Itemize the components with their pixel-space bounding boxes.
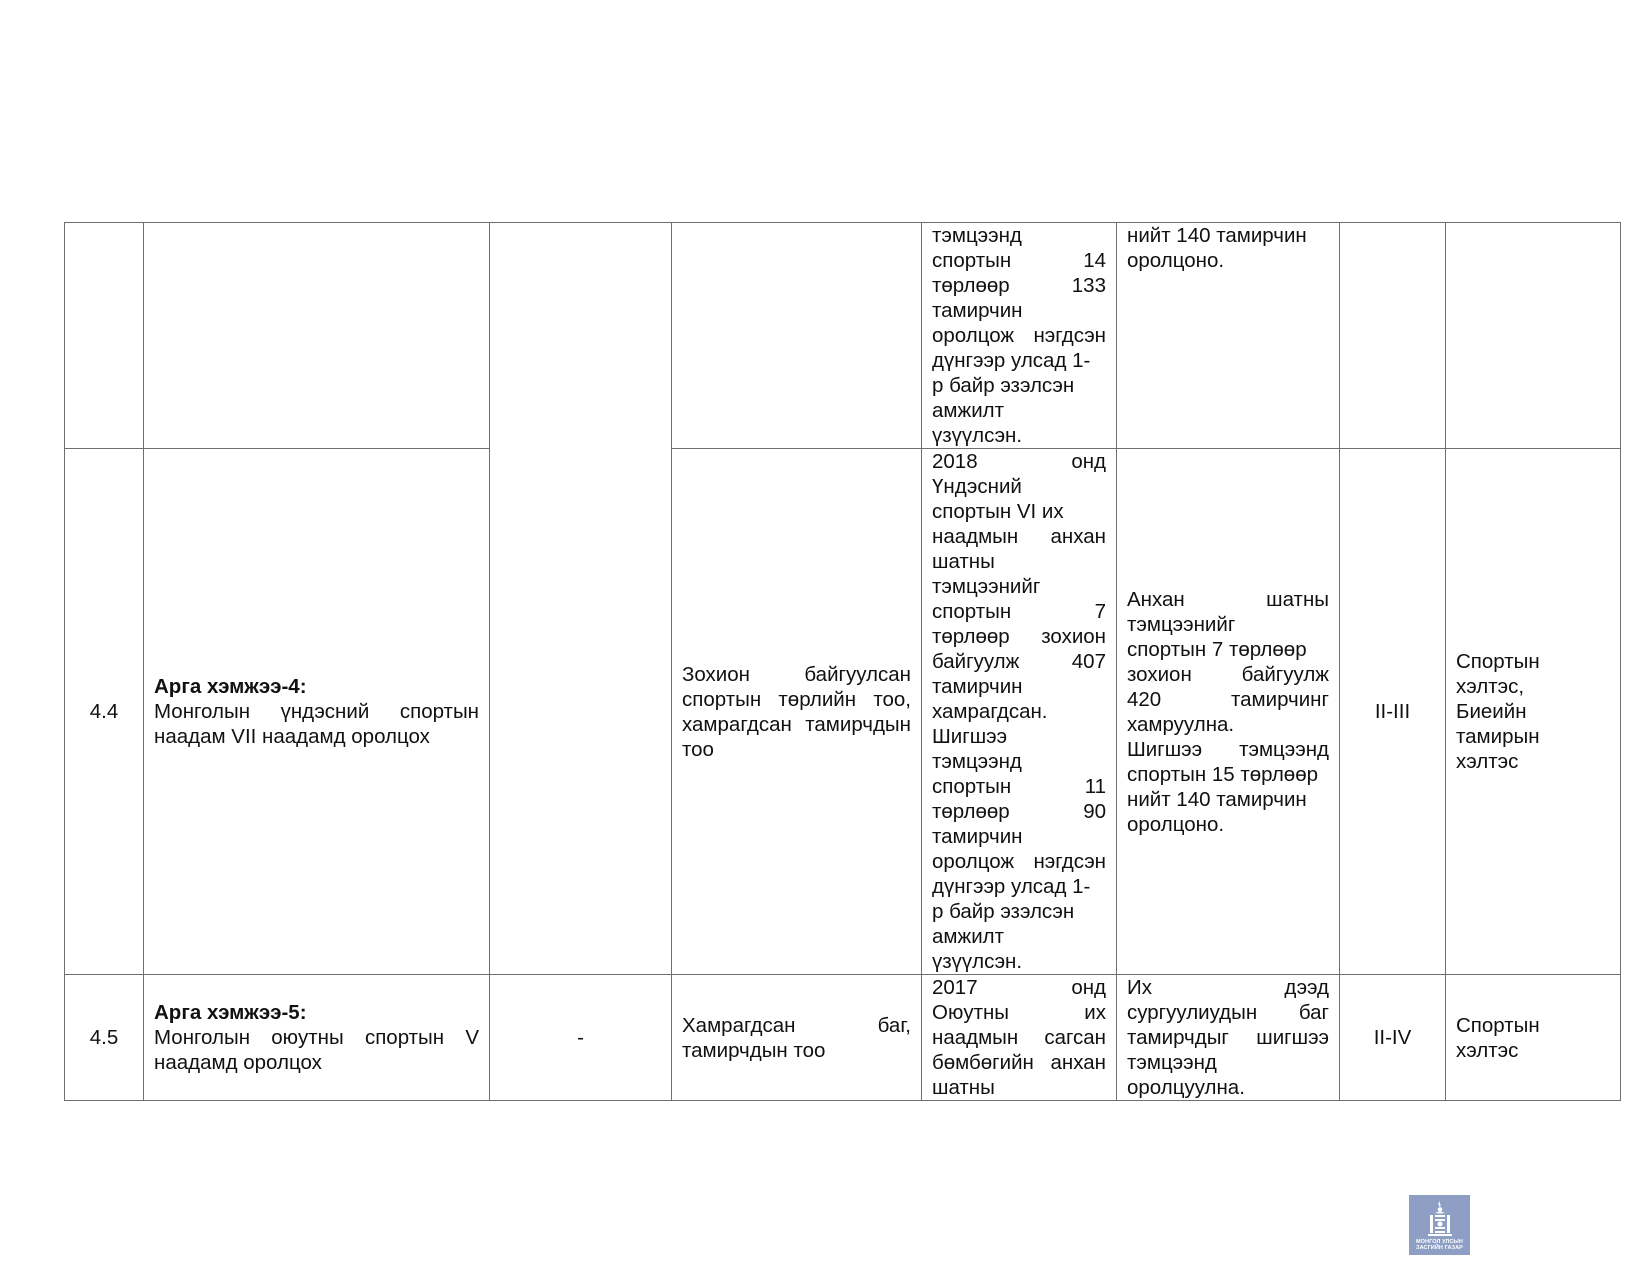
- text-line: спортын VI их: [932, 500, 1064, 523]
- responsible-cell: [1446, 975, 1621, 1101]
- text-line: [932, 799, 1106, 824]
- text-line: тэмцээнд: [932, 750, 1022, 773]
- text-line: Үндэсний: [932, 475, 1022, 498]
- text-line: тэмцээнийг: [932, 575, 1041, 598]
- text-line: Спортын: [1456, 1013, 1540, 1037]
- text-line: тэмцээнийг: [1127, 612, 1236, 636]
- text-line: Биеийн: [1456, 700, 1527, 723]
- text-line: амжилт: [932, 925, 1005, 948]
- cell-target: [1117, 223, 1340, 449]
- target-cell: [1117, 975, 1340, 1101]
- row-number: 4.5: [65, 975, 144, 1101]
- word: спортын: [932, 249, 1012, 272]
- word: анхан: [1050, 1051, 1106, 1074]
- emblem-caption-line-1: МОНГОЛ УЛСЫН: [1415, 1239, 1463, 1245]
- word: Оюутны: [932, 1001, 1010, 1024]
- word: бөмбөгийн: [932, 1051, 1034, 1074]
- word: шигшээ: [1256, 1026, 1329, 1049]
- text-line: [932, 975, 1106, 1000]
- text-line: тамирчин: [932, 825, 1023, 848]
- text-line: р байр эзэлсэн: [932, 900, 1075, 923]
- text-line: тамирчин: [932, 299, 1023, 322]
- text-line: р байр эзэлсэн: [932, 374, 1075, 397]
- word: байгуулж: [932, 650, 1020, 673]
- text-line: [1127, 1025, 1329, 1050]
- text-line: хамрагдсан.: [932, 700, 1048, 723]
- table-row-4-5: [65, 975, 1621, 1101]
- row-number: 4.4: [65, 449, 144, 975]
- government-emblem-logo: [1409, 1195, 1470, 1255]
- word: 14: [1083, 249, 1106, 272]
- text-line: оролцоно.: [1127, 812, 1225, 836]
- word: 420: [1127, 687, 1162, 711]
- responsible-cell: [1446, 449, 1621, 975]
- text-line: спортын 7 төрлөөр: [1127, 637, 1307, 661]
- word: зохион: [1041, 625, 1106, 648]
- text-line: [932, 273, 1106, 298]
- text-line: [932, 599, 1106, 624]
- text-line: [932, 1000, 1106, 1025]
- text-line: Спортын: [1456, 650, 1540, 673]
- text-line: хэлтэс: [1456, 750, 1519, 773]
- text-line: [1127, 687, 1329, 712]
- text-line: спортын 15 төрлөөр: [1127, 762, 1318, 786]
- word: их: [1084, 1001, 1106, 1024]
- measure-cell: [144, 449, 490, 975]
- text-line: дүнгээр улсад 1-: [932, 875, 1091, 898]
- word: 133: [1071, 274, 1106, 297]
- word: 7: [1094, 600, 1106, 623]
- measure-text: Монголын оюутны спортын V наадамд оролцох: [154, 1026, 479, 1074]
- word: 90: [1083, 800, 1106, 823]
- text-line: хэлтэс,: [1456, 675, 1525, 698]
- word: байгуулж: [1241, 662, 1329, 686]
- table-row-continuation: [65, 223, 1621, 449]
- text-line: дүнгээр улсад 1-: [932, 349, 1091, 372]
- word: төрлөөр: [932, 625, 1010, 648]
- soyombo-emblem-icon: [1425, 1199, 1455, 1237]
- word: онд: [1071, 976, 1106, 999]
- emblem-caption-line-2: ЗАСГИЙН ГАЗАР: [1416, 1245, 1463, 1251]
- target-cell: [1117, 449, 1340, 975]
- text-line: үзүүлсэн.: [932, 950, 1023, 973]
- text-line: [932, 524, 1106, 549]
- text-line: [932, 323, 1106, 348]
- word: спортын: [932, 775, 1012, 798]
- word: шатны: [1266, 587, 1329, 611]
- text-line: [932, 1050, 1106, 1075]
- table-row-4-4: [65, 449, 1621, 975]
- measure-title: Арга хэмжээ-4:: [154, 675, 307, 698]
- word: баг: [1298, 1001, 1329, 1024]
- text-line: тамирчин: [932, 675, 1023, 698]
- text-line: [1127, 662, 1329, 687]
- word: анхан: [1050, 525, 1106, 548]
- word: Их: [1127, 976, 1152, 999]
- word: наадмын: [932, 1026, 1019, 1049]
- text-line: [932, 624, 1106, 649]
- word: тэмцээнд: [1239, 737, 1329, 761]
- text-line: оролцоно.: [1127, 249, 1225, 272]
- text-line: Шигшээ: [932, 725, 1008, 748]
- word: нэгдсэн: [1033, 850, 1106, 873]
- text-line: [1127, 737, 1329, 762]
- text-line: шатны: [932, 550, 995, 573]
- cell-budget-merged: [490, 223, 672, 975]
- criteria-cell: Хамрагдсан баг, тамирчдын тоо: [672, 975, 922, 1101]
- indicator-cell: [922, 449, 1117, 975]
- word: зохион: [1127, 662, 1192, 686]
- text-line: амжилт: [932, 399, 1005, 422]
- text-line: тамирын: [1456, 725, 1540, 748]
- cell-responsible: [1446, 223, 1621, 449]
- word: тамирчинг: [1231, 687, 1329, 711]
- text-line: [932, 774, 1106, 799]
- word: наадмын: [932, 525, 1019, 548]
- text-line: [932, 649, 1106, 674]
- quarter-cell: II-III: [1340, 449, 1446, 975]
- budget-cell: -: [490, 975, 672, 1101]
- criteria-cell: Зохион байгуулсан спортын төрлийн тоо, хамрагдсан тамирчдын тоо: [672, 449, 922, 975]
- word: 2017: [932, 976, 978, 999]
- cell-criteria: [672, 223, 922, 449]
- text-line: [1127, 1000, 1329, 1025]
- cell-number: [65, 223, 144, 449]
- quarter-cell: II-IV: [1340, 975, 1446, 1101]
- measure-text: Монголын үндэсний спортын наадам VII наадамд оролцох: [154, 700, 479, 748]
- text-line: шатны: [932, 1076, 995, 1099]
- word: Анхан: [1127, 587, 1185, 611]
- text-line: [1127, 587, 1329, 612]
- word: тамирчдыг: [1127, 1026, 1229, 1049]
- word: төрлөөр: [932, 274, 1010, 297]
- cell-indicator: [922, 223, 1117, 449]
- text-line: нийт 140 тамирчин: [1127, 224, 1307, 247]
- word: сургуулиудын: [1127, 1001, 1258, 1024]
- text-line: хамруулна.: [1127, 712, 1235, 736]
- word: нэгдсэн: [1033, 324, 1106, 347]
- text-line: үзүүлсэн.: [932, 424, 1023, 447]
- plan-table: [64, 222, 1621, 1101]
- word: онд: [1071, 450, 1106, 473]
- indicator-cell: [922, 975, 1117, 1101]
- text-line: [932, 449, 1106, 474]
- text-line: хэлтэс: [1456, 1038, 1519, 1062]
- emblem-caption: [1416, 1239, 1463, 1251]
- word: 2018: [932, 450, 978, 473]
- word: спортын: [932, 600, 1012, 623]
- word: дээд: [1284, 976, 1329, 999]
- measure-cell: [144, 975, 490, 1101]
- measure-title: Арга хэмжээ-5:: [154, 1001, 307, 1024]
- word: 11: [1084, 775, 1106, 798]
- word: оролцож: [932, 850, 1015, 873]
- text-line: тэмцээнд: [1127, 1051, 1217, 1074]
- cell-measure: [144, 223, 490, 449]
- text-line: [932, 248, 1106, 273]
- word: оролцож: [932, 324, 1015, 347]
- text-line: тэмцээнд: [932, 224, 1022, 247]
- text-line: оролцуулна.: [1127, 1076, 1245, 1099]
- word: Шигшээ: [1127, 737, 1203, 761]
- text-line: [932, 1025, 1106, 1050]
- text-line: [932, 849, 1106, 874]
- word: сагсан: [1044, 1026, 1106, 1049]
- word: 407: [1071, 650, 1106, 673]
- cell-quarter: [1340, 223, 1446, 449]
- text-line: [1127, 975, 1329, 1000]
- text-line: нийт 140 тамирчин: [1127, 787, 1307, 811]
- word: төрлөөр: [932, 800, 1010, 823]
